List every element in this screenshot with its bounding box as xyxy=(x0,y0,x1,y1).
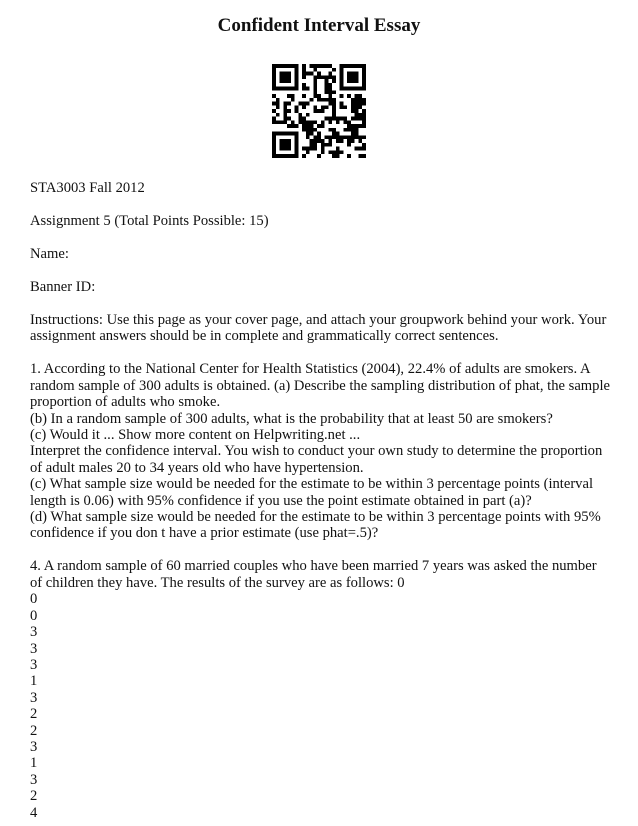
survey-value: 2 xyxy=(30,788,38,805)
survey-value: 3 xyxy=(30,738,38,755)
question-1: 1. According to the National Center for Health Statistics (2004), 22.4% of adults are smokers. A random sample of 300 adults is obtained. (a) Describe the sampling distribution of phat, the sample proportion of adults who smoke. xyxy=(30,361,610,411)
survey-value: 0 xyxy=(30,591,38,608)
survey-value: 2 xyxy=(30,706,38,723)
survey-value: 3 xyxy=(30,624,38,641)
survey-value: 1 xyxy=(30,755,38,772)
course-line: STA3003 Fall 2012 xyxy=(30,180,145,196)
survey-values-list xyxy=(30,591,610,821)
survey-value: 3 xyxy=(30,640,38,657)
survey-value: 3 xyxy=(30,689,38,706)
question-c: (c) What sample size would be needed for the estimate to be within 3 percentage points (interval length is 0.06) with 95% confidence if you use the point estimate obtained in part (a)? xyxy=(30,476,594,509)
page-title: Confident Interval Essay xyxy=(217,15,421,36)
question-d: (d) What sample size would be needed for the estimate to be within 3 percentage points with 95% confidence if you don t have a prior estimate (use phat=.5)? xyxy=(30,509,601,542)
assignment-line: Assignment 5 (Total Points Possible: 15) xyxy=(30,213,269,229)
name-field-label: Name: xyxy=(30,246,69,262)
question-4: 4. A random sample of 60 married couples who have been married 7 years was asked the number of children they have. The results of the survey are as follows: 0 xyxy=(30,558,597,591)
survey-value: 3 xyxy=(30,771,38,788)
question-1c: (c) Would it ... Show more content on Helpwriting.net ... xyxy=(30,427,361,444)
qr-code-icon xyxy=(272,64,366,158)
question-1b: (b) In a random sample of 300 adults, what is the probability that at least 50 are smokers? xyxy=(30,410,553,427)
document-body xyxy=(30,180,610,821)
survey-value: 1 xyxy=(30,673,38,690)
survey-value: 2 xyxy=(30,722,38,739)
instructions-paragraph: Instructions: Use this page as your cover page, and attach your groupwork behind your work. Your assignment answers should be in complete and grammatically correct sentences. xyxy=(30,312,607,345)
survey-value: 4 xyxy=(30,804,38,821)
banner-id-label: Banner ID: xyxy=(30,279,96,295)
survey-value: 3 xyxy=(30,656,38,673)
interpret-paragraph: Interpret the confidence interval. You wish to conduct your own study to determine the proportion of adult males 20 to 34 years old who have hypertension. xyxy=(30,443,603,476)
survey-value: 0 xyxy=(30,607,38,624)
